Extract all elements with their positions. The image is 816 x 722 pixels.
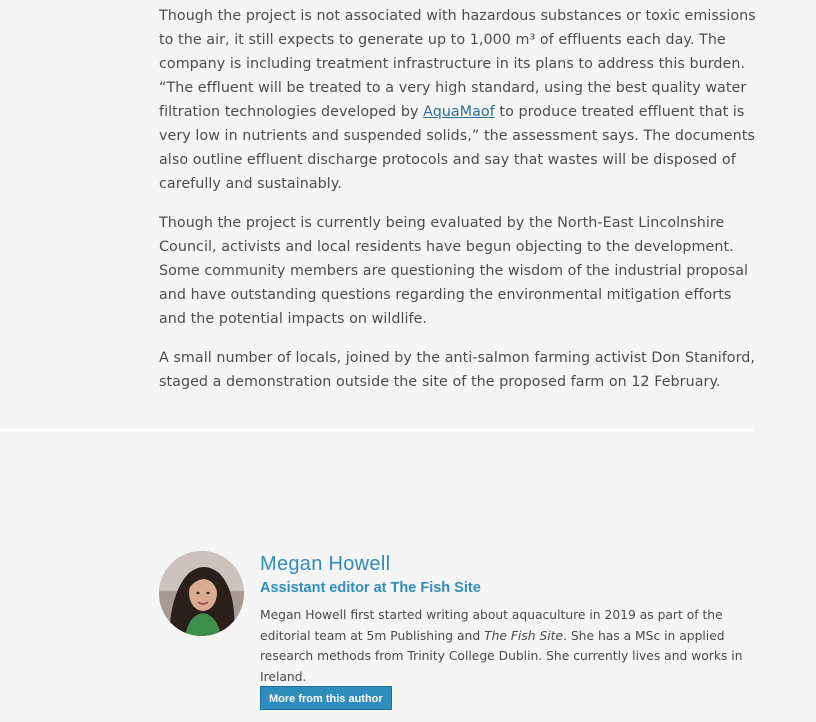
section-divider [0, 429, 754, 431]
author-avatar[interactable] [159, 551, 244, 636]
aquamaof-link[interactable]: AquaMaof [423, 104, 495, 120]
article-paragraph-3: A small number of locals, joined by the anti-salmon farming activist Don Staniford, staged a demonstration outside the site of the proposed farm on 12 February. [159, 350, 755, 390]
author-bio-publication: The Fish Site [484, 628, 564, 643]
author-bio [260, 605, 755, 687]
article-paragraph-1 [159, 4, 759, 196]
author-role: Assistant editor at The Fish Site [260, 580, 481, 596]
author-name[interactable]: Megan Howell [260, 553, 391, 575]
author-bio-text: Megan Howell first started writing about aquaculture in 2019 as part of the editorial team at 5m Publishing and [260, 608, 723, 643]
author-card [159, 551, 759, 721]
article-body [159, 4, 759, 409]
paragraph-text: Though the project is not associated with hazardous substances or toxic emissions to the air, it still expects to generate up to 1,000 m³ of effluents each day. The company is including treatment infrastructure in its plans to address this burden. “The effluent will be treated to a very high standard, using the best quality water filtration technologies developed by [159, 8, 756, 120]
more-from-author-button[interactable]: More from this author [260, 686, 392, 710]
author-bio-text: . She has a MSc in applied research methods from Trinity College Dublin. She currently lives and works in Ireland. [260, 628, 743, 684]
article-paragraph-2: Though the project is currently being evaluated by the North-East Lincolnshire Council, activists and local residents have begun objecting to the development. Some community members are questioning the wisdom of the industrial proposal and have outstanding questions regarding the environmental mitigation efforts and the potential impacts on wildlife. [159, 215, 749, 327]
paragraph-text: to produce treated effluent that is very low in nutrients and suspended solids,” the assessment says. The documents also outline effluent discharge protocols and say that wastes will be disposed of carefully and sustainably. [159, 104, 755, 192]
author-info [260, 551, 755, 687]
